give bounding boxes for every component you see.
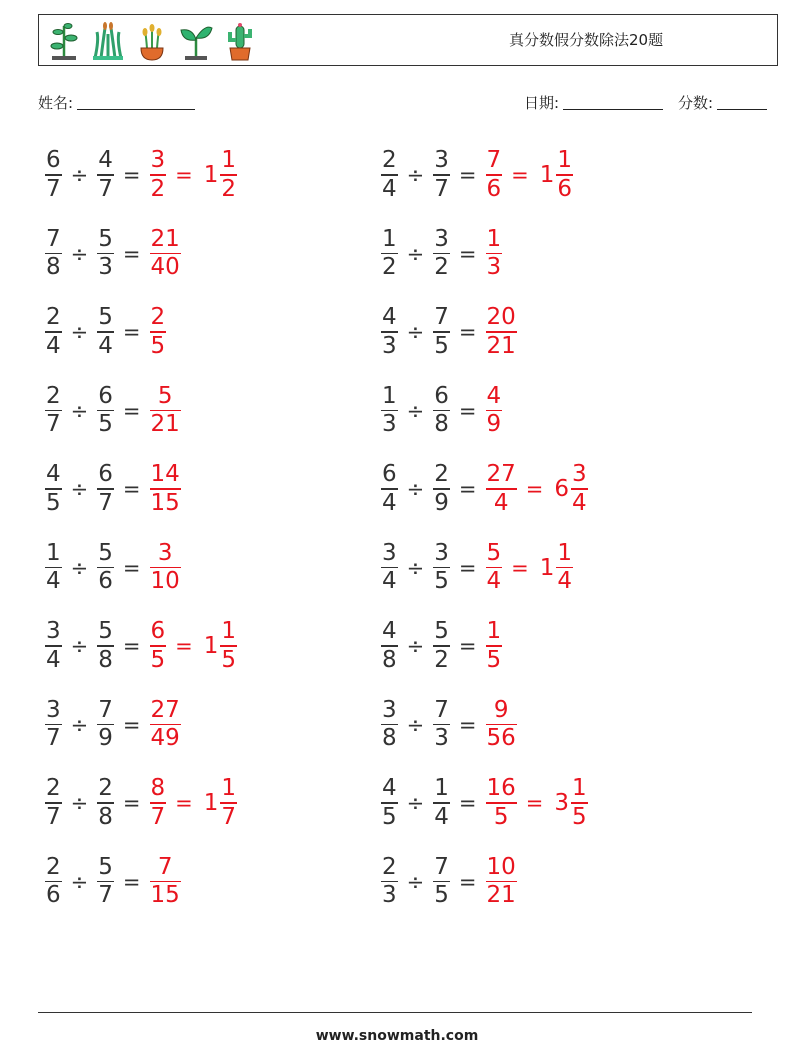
denominator: 5 <box>382 803 397 830</box>
numerator: 5 <box>98 539 113 566</box>
denominator: 3 <box>434 725 449 752</box>
seedling-icon <box>179 20 213 62</box>
dividend-fraction <box>381 618 398 674</box>
divisor-fraction <box>433 383 450 439</box>
divisor-fraction <box>433 461 450 517</box>
dividend-fraction <box>45 775 62 831</box>
denominator: 40 <box>150 254 180 281</box>
footer-site: www.snowmath.com <box>315 1028 479 1044</box>
divide-sign: ÷ <box>406 634 425 658</box>
numerator: 7 <box>46 225 61 252</box>
dividend-fraction <box>381 854 398 910</box>
equals-sign: = <box>458 241 477 266</box>
divisor-fraction <box>433 147 450 203</box>
numerator: 27 <box>150 696 180 723</box>
numerator: 2 <box>382 853 397 880</box>
mixed-fraction <box>556 147 573 203</box>
numerator: 7 <box>434 304 449 331</box>
divisor-fraction <box>97 697 114 753</box>
problem-3 <box>44 219 182 289</box>
equals-sign: = <box>458 555 477 580</box>
dividend-fraction <box>381 226 398 282</box>
equals-sign: = <box>458 712 477 737</box>
numerator: 6 <box>434 382 449 409</box>
numerator: 3 <box>150 147 166 174</box>
divide-sign: ÷ <box>70 555 89 580</box>
denominator: 9 <box>486 411 502 438</box>
equals-sign: = <box>122 241 141 266</box>
denominator: 2 <box>434 254 449 281</box>
equals-sign-answer: = <box>525 477 544 501</box>
date-label: 日期: <box>524 94 560 112</box>
divide-sign: ÷ <box>70 320 89 344</box>
denominator: 6 <box>46 882 61 909</box>
answer-fraction <box>150 854 181 910</box>
numerator: 5 <box>157 382 173 409</box>
numerator: 2 <box>46 775 61 802</box>
worksheet-header <box>38 14 778 66</box>
equals-sign: = <box>458 791 477 815</box>
numerator: 8 <box>150 775 166 802</box>
dividend-fraction <box>45 147 62 203</box>
problem-20 <box>380 847 518 917</box>
denominator: 4 <box>382 568 397 595</box>
answer-fraction <box>486 618 503 674</box>
denominator: 4 <box>98 332 113 359</box>
footer-divider <box>38 1012 752 1013</box>
equals-sign-answer: = <box>511 555 529 580</box>
equals-sign: = <box>458 477 477 501</box>
denominator: 7 <box>150 803 166 830</box>
mixed-fraction <box>220 618 237 674</box>
dividend-fraction <box>45 697 62 753</box>
equals-sign: = <box>122 320 141 344</box>
name-field <box>38 92 195 113</box>
denominator: 7 <box>98 489 113 516</box>
numerator: 2 <box>150 304 166 331</box>
divide-sign: ÷ <box>406 241 425 266</box>
divisor-fraction <box>433 618 450 674</box>
divisor-fraction <box>97 304 114 360</box>
divide-sign: ÷ <box>70 163 89 187</box>
equals-sign: = <box>122 163 141 187</box>
numerator: 5 <box>98 618 113 645</box>
denominator: 4 <box>434 803 449 830</box>
divide-sign: ÷ <box>70 634 89 658</box>
divisor-fraction <box>433 854 450 910</box>
denominator: 21 <box>486 882 516 909</box>
denominator: 9 <box>98 725 113 752</box>
numerator: 5 <box>98 225 113 252</box>
numerator: 4 <box>382 775 397 802</box>
equals-sign: = <box>122 869 141 894</box>
problem-2 <box>380 140 574 210</box>
numerator: 9 <box>493 696 509 723</box>
numerator: 2 <box>382 147 397 174</box>
numerator: 6 <box>46 147 61 174</box>
plant-icons <box>47 19 257 63</box>
denominator: 4 <box>572 489 587 516</box>
denominator: 5 <box>493 803 509 830</box>
numerator: 6 <box>98 382 113 409</box>
problem-10 <box>380 454 589 524</box>
problem-19 <box>44 847 182 917</box>
denominator: 8 <box>46 254 61 281</box>
grass-tuft-icon <box>91 20 125 62</box>
denominator: 49 <box>150 725 180 752</box>
denominator: 5 <box>434 882 449 909</box>
dividend-fraction <box>45 461 62 517</box>
divide-sign: ÷ <box>70 477 89 501</box>
dividend-fraction <box>45 854 62 910</box>
equals-sign: = <box>458 398 477 423</box>
denominator: 5 <box>150 646 166 673</box>
numerator: 20 <box>486 304 516 331</box>
denominator: 4 <box>46 568 61 595</box>
numerator: 3 <box>434 225 449 252</box>
problem-8 <box>380 376 503 446</box>
numerator: 5 <box>434 618 449 645</box>
denominator: 4 <box>46 332 61 359</box>
potted-cactus-icon <box>223 20 257 62</box>
divide-sign: ÷ <box>70 791 89 815</box>
numerator: 7 <box>434 853 449 880</box>
denominator: 6 <box>98 568 113 595</box>
problem-17 <box>44 768 238 838</box>
score-field <box>678 92 767 113</box>
divisor-fraction <box>97 226 114 282</box>
denominator: 7 <box>221 803 237 830</box>
plant-stake-icon <box>47 20 81 62</box>
dividend-fraction <box>381 304 398 360</box>
answer-fraction <box>486 304 517 360</box>
divisor-fraction <box>97 147 114 203</box>
numerator: 6 <box>150 618 166 645</box>
numerator: 10 <box>486 853 516 880</box>
score-label: 分数: <box>678 94 714 112</box>
denominator: 4 <box>493 489 509 516</box>
equals-sign: = <box>458 869 477 894</box>
numerator: 7 <box>486 147 502 174</box>
denominator: 21 <box>150 411 180 438</box>
denominator: 9 <box>434 489 449 516</box>
denominator: 6 <box>486 175 502 202</box>
divide-sign: ÷ <box>406 163 425 187</box>
divide-sign: ÷ <box>406 477 425 501</box>
numerator: 1 <box>46 539 61 566</box>
name-blank[interactable] <box>77 95 195 110</box>
name-label: 姓名: <box>38 94 74 112</box>
worksheet-title: 真分数假分数除法20题 <box>509 31 664 49</box>
problem-7 <box>44 376 182 446</box>
problem-15 <box>44 690 182 760</box>
denominator: 5 <box>434 332 449 359</box>
divide-sign: ÷ <box>406 712 425 737</box>
denominator: 4 <box>46 646 61 673</box>
problem-6 <box>380 297 518 367</box>
numerator: 2 <box>46 382 61 409</box>
denominator: 5 <box>486 646 502 673</box>
denominator: 3 <box>486 254 502 281</box>
denominator: 8 <box>382 646 397 673</box>
divide-sign: ÷ <box>70 712 89 737</box>
equals-sign: = <box>122 398 141 423</box>
numerator: 3 <box>46 696 61 723</box>
numerator: 4 <box>46 461 61 488</box>
denominator: 8 <box>382 725 397 752</box>
equals-sign: = <box>122 791 141 815</box>
numerator: 2 <box>98 775 113 802</box>
numerator: 1 <box>572 775 587 802</box>
answer-fraction <box>486 383 503 439</box>
equals-sign-answer: = <box>525 791 544 815</box>
denominator: 4 <box>382 489 397 516</box>
answer-fraction <box>150 540 181 596</box>
problem-9 <box>44 454 182 524</box>
answer-fraction <box>486 461 517 517</box>
denominator: 5 <box>46 489 61 516</box>
numerator: 7 <box>98 696 113 723</box>
mixed-fraction <box>571 461 588 517</box>
dividend-fraction <box>45 383 62 439</box>
mixed-whole: 1 <box>203 633 219 659</box>
numerator: 1 <box>486 225 502 252</box>
denominator: 21 <box>486 332 516 359</box>
divisor-fraction <box>433 775 450 831</box>
problem-12 <box>380 533 574 603</box>
score-blank[interactable] <box>717 95 767 110</box>
denominator: 7 <box>98 882 113 909</box>
answer-fraction <box>150 697 181 753</box>
divide-sign: ÷ <box>406 320 425 344</box>
denominator: 7 <box>46 411 61 438</box>
dividend-fraction <box>45 540 62 596</box>
numerator: 1 <box>221 147 237 174</box>
divisor-fraction <box>97 461 114 517</box>
numerator: 3 <box>434 147 449 174</box>
mixed-whole: 1 <box>539 554 555 581</box>
denominator: 2 <box>382 254 397 281</box>
mixed-fraction <box>571 775 588 831</box>
date-blank[interactable] <box>563 95 663 110</box>
denominator: 7 <box>46 725 61 752</box>
denominator: 8 <box>98 646 113 673</box>
numerator: 3 <box>382 539 397 566</box>
numerator: 1 <box>557 147 573 174</box>
divisor-fraction <box>433 304 450 360</box>
numerator: 7 <box>157 853 173 880</box>
dividend-fraction <box>381 540 398 596</box>
dividend-fraction <box>45 304 62 360</box>
numerator: 3 <box>434 539 449 566</box>
denominator: 56 <box>486 725 516 752</box>
equals-sign-answer: = <box>175 791 193 815</box>
denominator: 5 <box>572 803 587 830</box>
divisor-fraction <box>433 697 450 753</box>
divide-sign: ÷ <box>406 791 425 815</box>
denominator: 15 <box>150 882 180 909</box>
divide-sign: ÷ <box>70 869 89 894</box>
answer-fraction <box>150 618 167 674</box>
denominator: 3 <box>98 254 113 281</box>
numerator: 1 <box>221 618 237 645</box>
problem-18 <box>380 768 589 838</box>
denominator: 7 <box>46 175 61 202</box>
denominator: 4 <box>557 568 573 595</box>
divisor-fraction <box>433 226 450 282</box>
denominator: 3 <box>382 332 397 359</box>
numerator: 4 <box>486 382 502 409</box>
problem-16 <box>380 690 518 760</box>
numerator: 5 <box>98 304 113 331</box>
answer-fraction <box>486 854 517 910</box>
answer-fraction <box>486 147 503 203</box>
denominator: 5 <box>150 332 166 359</box>
problem-11 <box>44 533 182 603</box>
problem-14 <box>380 611 503 681</box>
numerator: 2 <box>46 853 61 880</box>
numerator: 4 <box>382 304 397 331</box>
date-field <box>524 92 663 113</box>
divide-sign: ÷ <box>406 398 425 423</box>
numerator: 6 <box>382 461 397 488</box>
mixed-whole: 1 <box>203 790 219 816</box>
denominator: 3 <box>382 411 397 438</box>
numerator: 2 <box>46 304 61 331</box>
numerator: 5 <box>98 853 113 880</box>
answer-fraction <box>150 304 167 360</box>
numerator: 7 <box>434 696 449 723</box>
divide-sign: ÷ <box>406 555 425 580</box>
divide-sign: ÷ <box>406 869 425 894</box>
numerator: 3 <box>382 696 397 723</box>
problem-1 <box>44 140 238 210</box>
dividend-fraction <box>381 147 398 203</box>
dividend-fraction <box>381 383 398 439</box>
numerator: 4 <box>98 147 113 174</box>
divide-sign: ÷ <box>70 241 89 266</box>
denominator: 2 <box>150 175 166 202</box>
denominator: 8 <box>98 803 113 830</box>
divisor-fraction <box>97 618 114 674</box>
numerator: 1 <box>382 225 397 252</box>
denominator: 6 <box>557 175 573 202</box>
divisor-fraction <box>97 540 114 596</box>
equals-sign: = <box>122 477 141 501</box>
equals-sign: = <box>458 163 477 187</box>
denominator: 8 <box>434 411 449 438</box>
equals-sign: = <box>458 320 477 344</box>
divisor-fraction <box>433 540 450 596</box>
numerator: 14 <box>150 461 180 488</box>
denominator: 10 <box>150 568 180 595</box>
numerator: 1 <box>382 382 397 409</box>
divisor-fraction <box>97 383 114 439</box>
equals-sign-answer: = <box>175 163 193 187</box>
denominator: 3 <box>382 882 397 909</box>
answer-fraction <box>486 775 517 831</box>
denominator: 4 <box>382 175 397 202</box>
answer-fraction <box>486 697 517 753</box>
answer-fraction <box>150 147 167 203</box>
numerator: 6 <box>98 461 113 488</box>
answer-fraction <box>486 540 503 596</box>
numerator: 1 <box>486 618 502 645</box>
denominator: 5 <box>434 568 449 595</box>
equals-sign: = <box>122 712 141 737</box>
mixed-whole: 1 <box>203 162 219 188</box>
numerator: 27 <box>486 461 516 488</box>
dividend-fraction <box>45 618 62 674</box>
answer-fraction <box>150 461 181 517</box>
mixed-whole: 1 <box>539 162 555 188</box>
mixed-fraction <box>220 147 237 203</box>
numerator: 1 <box>221 775 237 802</box>
denominator: 7 <box>434 175 449 202</box>
numerator: 3 <box>46 618 61 645</box>
equals-sign: = <box>458 634 477 658</box>
numerator: 4 <box>382 618 397 645</box>
denominator: 2 <box>434 646 449 673</box>
equals-sign-answer: = <box>511 163 529 187</box>
dividend-fraction <box>45 226 62 282</box>
problem-5 <box>44 297 167 367</box>
numerator: 5 <box>486 539 502 566</box>
dividend-fraction <box>381 697 398 753</box>
denominator: 7 <box>46 803 61 830</box>
numerator: 21 <box>150 225 180 252</box>
answer-fraction <box>150 226 181 282</box>
numerator: 2 <box>434 461 449 488</box>
divisor-fraction <box>97 775 114 831</box>
dividend-fraction <box>381 461 398 517</box>
mixed-fraction <box>556 540 573 596</box>
numerator: 3 <box>572 461 587 488</box>
denominator: 4 <box>486 568 502 595</box>
denominator: 15 <box>150 489 180 516</box>
mixed-whole: 3 <box>554 790 570 816</box>
denominator: 5 <box>98 411 113 438</box>
equals-sign: = <box>122 555 141 580</box>
divisor-fraction <box>97 854 114 910</box>
numerator: 1 <box>434 775 449 802</box>
problem-13 <box>44 611 238 681</box>
denominator: 7 <box>98 175 113 202</box>
numerator: 1 <box>557 539 573 566</box>
dividend-fraction <box>381 775 398 831</box>
mixed-fraction <box>220 775 237 831</box>
divide-sign: ÷ <box>70 398 89 423</box>
numerator: 3 <box>157 539 173 566</box>
equals-sign-answer: = <box>175 634 193 658</box>
equals-sign: = <box>122 634 141 658</box>
answer-fraction <box>150 775 167 831</box>
problem-4 <box>380 219 503 289</box>
answer-fraction <box>486 226 503 282</box>
numerator: 16 <box>486 775 516 802</box>
potted-wheat-icon <box>135 20 169 62</box>
denominator: 2 <box>221 175 237 202</box>
mixed-whole: 6 <box>554 476 570 502</box>
denominator: 5 <box>221 646 237 673</box>
answer-fraction <box>150 383 181 439</box>
